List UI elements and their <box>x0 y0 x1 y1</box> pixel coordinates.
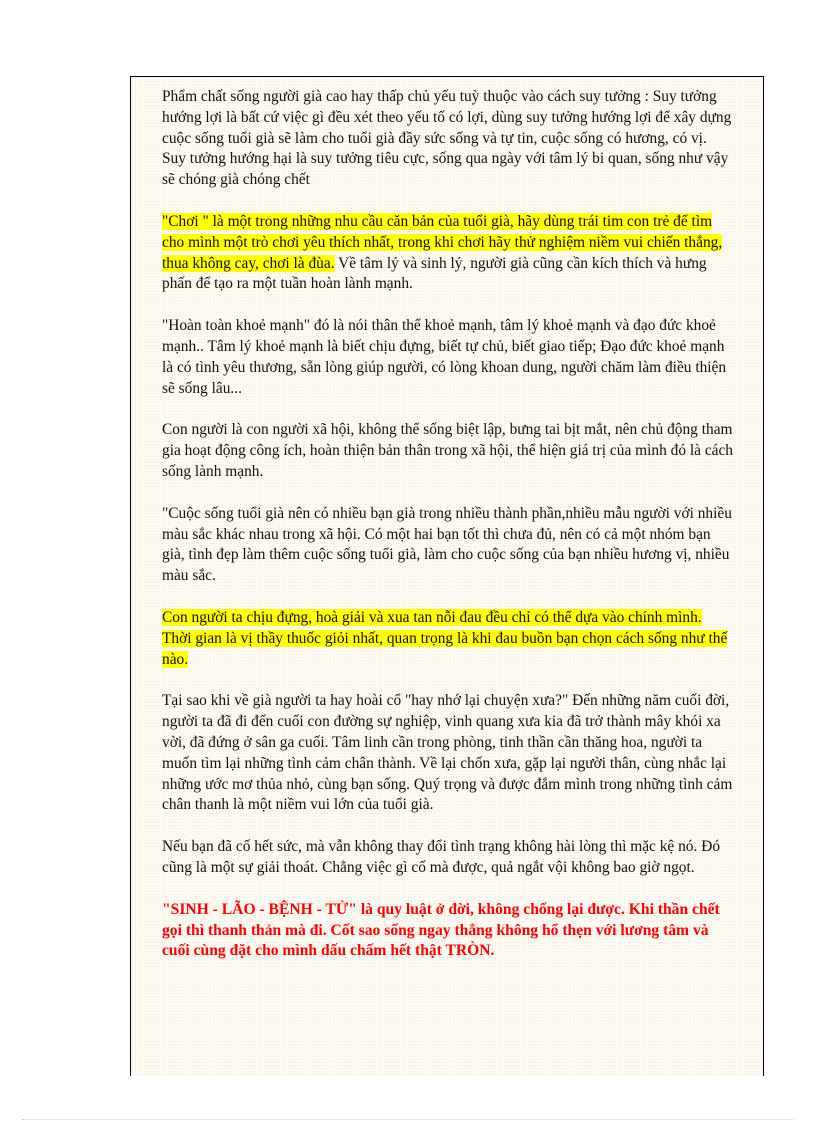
paragraph-p4 <box>162 420 734 482</box>
page-bottom-divider <box>22 1119 794 1121</box>
paragraph-p3 <box>162 316 734 399</box>
paragraph-text: "Hoàn toàn khoẻ mạnh" đó là nói thân thể khoẻ mạnh, tâm lý khoẻ mạnh và đạo đức khoẻ mạnh.. Tâm lý khoẻ mạnh là biết chịu đựng, biết tự chủ, biết giao tiếp; Đạo đức khoẻ mạnh là có tình yêu thương, sẵn lòng giúp người, có lòng khoan dung, người chăm làm điều thiện sẽ sống lâu... <box>162 317 727 397</box>
document-page <box>130 76 764 1076</box>
highlighted-text: Con người ta chịu đựng, hoà giải và xua tan nỗi đau đều chỉ có thể dựa vào chính mình. Thời gian là vị thầy thuốc giỏi nhất, quan trọng là khi đau buồn bạn chọn cách sống như thế nào. <box>162 608 728 668</box>
paragraph-p2 <box>162 212 734 295</box>
highlighted-text: "Chơi " là một trong những nhu cầu căn bản của tuổi già, hãy dùng trái tim con trẻ để tìm cho mình một trò chơi yêu thích nhất, trong khi chơi hãy thử nghiệm niềm vui chiến thắng, thua không cay, chơi là đùa. <box>162 212 723 272</box>
paragraph-text: Về tâm lý và sinh lý, người già cũng cần kích thích và hưng phấn để tạo ra một tuần hoàn lành mạnh. <box>162 254 707 293</box>
paragraph-p6 <box>162 608 734 670</box>
paragraph-p7 <box>162 691 734 816</box>
paragraph-text: Tại sao khi về già người ta hay hoài cổ "hay nhớ lại chuyện xưa?" Đến những năm cuối đời, người ta đã đi đến cuối con đường sự nghiệp, vinh quang xưa kia đã trở thành mây khói xa vời, đã đứng ở sân ga cuối. Tâm linh cần trong phòng, tinh thần cần thăng hoa, người ta muốn tìm lại những tình cảm chân thành. Về lại chốn xưa, gặp lại người thân, cùng nhắc lại những ước mơ thủa nhỏ, cùng bạn sống. Quý trọng và được đắm mình trong những tình cảm chân thanh là một niềm vui lớn của tuổi già. <box>162 692 733 814</box>
paragraph-p5 <box>162 504 734 587</box>
emphasis-red-text: "SINH - LÃO - BỆNH - TỬ" là quy luật ở đời, không chống lại được. Khi thần chết gọi thì thanh thản mà đi. Cốt sao sống ngay thẳng không hổ thẹn với lương tâm và cuối cùng đặt cho mình dấu chấm hết thật TRÒN. <box>162 900 720 960</box>
paragraph-text: Phẩm chất sống người già cao hay thấp chủ yếu tuỳ thuộc vào cách suy tưởng : Suy tưởng hướng lợi là bất cứ việc gì đều xét theo yếu tố có lợi, dùng suy tưởng hướng lợi để xây dựng cuộc sống tuổi già sẽ làm cho tuổi già đầy sức sống và tự tin, cuộc sống có hương, có vị. Suy tưởng hướng hại là suy tưởng tiêu cực, sống qua ngày với tâm lý bi quan, sống như vậy sẽ chóng già chóng chết <box>162 88 732 189</box>
paragraph-text: Nếu bạn đã cố hết sức, mà vẫn không thay đổi tình trạng không hài lòng thì mặc kệ nó. Đó cũng là một sự giải thoát. Chẳng việc gì cố mà được, quả ngắt vội không bao giờ ngọt. <box>162 838 721 876</box>
paragraph-p9 <box>162 900 734 962</box>
paragraph-p1 <box>162 87 734 191</box>
paragraph-p8 <box>162 837 734 879</box>
paragraph-text: Con người là con người xã hội, không thể sống biệt lập, bưng tai bịt mắt, nên chủ động tham gia hoạt động công ích, hoàn thiện bản thân trong xã hội, thể hiện giá trị của mình đó là cách sống lành mạnh. <box>162 421 734 480</box>
paragraph-text: "Cuộc sống tuổi già nên có nhiều bạn già trong nhiều thành phần,nhiều mẫu người với nhiều màu sắc khác nhau trong xã hội. Có một hai bạn tốt thì chưa đủ, nên có cả một nhóm bạn già, tình đẹp làm thêm cuộc sống tuổi già, làm cho cuộc sống của bạn nhiều hương vị, nhiều màu sắc. <box>162 504 732 585</box>
document-body <box>162 87 734 983</box>
